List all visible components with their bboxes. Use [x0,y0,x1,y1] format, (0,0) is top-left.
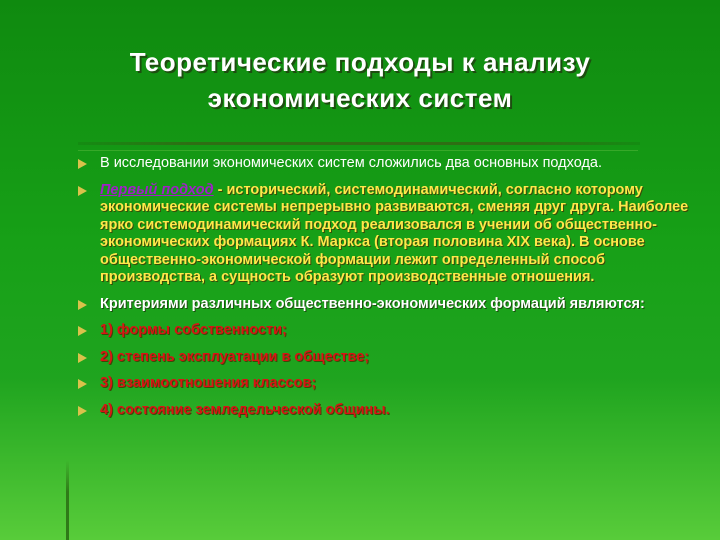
bullet-triangle-icon [78,406,87,416]
bullet-item-6 [78,375,690,393]
decorative-divider [78,142,640,145]
bullet-item-5 [78,349,690,367]
slide-title [40,44,680,116]
bullet-triangle-icon [78,186,87,196]
bullet-item-7 [78,402,690,420]
slide-title-line-2: экономических систем [207,83,513,113]
bullet-triangle-icon [78,300,87,310]
bullet-text: 3) взаимоотношения классов; [100,375,317,391]
bullet-triangle-icon [78,379,87,389]
bullet-triangle-icon [78,326,87,336]
bullet-item-2 [78,182,690,287]
decorative-vertical-line [66,460,69,540]
bullet-item-3 [78,296,690,314]
slide-content [78,155,690,428]
bullet-text: 2) степень эксплуатации в обществе; [100,348,370,365]
bullet-item-1 [78,155,690,173]
bullet-text: 4) состояние земледельческой общины. [100,401,390,418]
bullet-text: В исследовании экономических систем сложились два основных подхода. [100,155,603,171]
bullet-text: Критериями различных общественно-экономических формаций являются: [100,295,645,312]
bullet-triangle-icon [78,159,87,169]
decorative-divider-thin [78,150,638,151]
bullet-text: 1) формы собственности; [100,322,287,338]
bullet-triangle-icon [78,353,87,363]
slide-title-line-1: Теоретические подходы к анализу [129,47,591,77]
bullet-item-4 [78,322,690,340]
bullet-text: - исторический, системодинамический, согласно которому экономические системы непрерывно развиваются, сменяя друг друга. Наиболее ярко системодинамический подход реализовался в учении об общественно-экономических формациях К. Маркса (вторая половина XIX века). В основе общественно-экономической формации лежит определенный способ производства, а сущность образуют производственные отношения. [100,181,689,285]
first-approach-link[interactable]: Первый подход [100,181,214,198]
